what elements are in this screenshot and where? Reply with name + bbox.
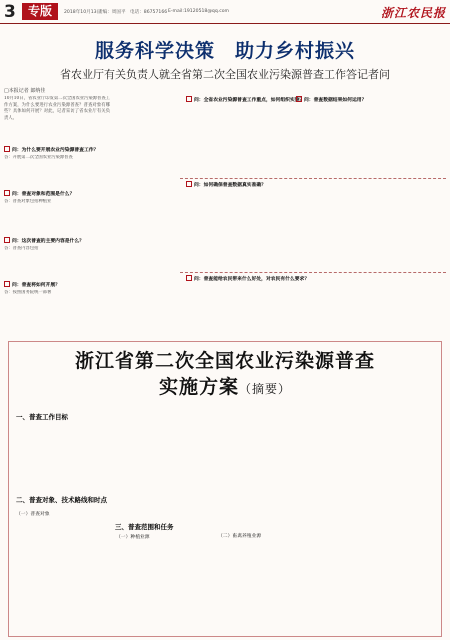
question-marker-icon xyxy=(186,96,192,102)
question-marker-icon xyxy=(186,275,192,281)
byline: □本报记者 郎纳佳 xyxy=(4,88,46,94)
section-1-heading: 一、普查工作目标 xyxy=(16,413,68,421)
question-marker-icon xyxy=(186,181,192,187)
question-4: 问：普查将如何开展？ xyxy=(4,281,60,289)
question-marker-icon xyxy=(296,96,302,102)
section-3-heading: 三、普查范围和任务 xyxy=(115,523,174,531)
headline: 服务科学决策 助力乡村振兴 xyxy=(94,40,355,62)
answer-4: 答：按照国务院统一部署 xyxy=(4,290,52,295)
answer-3: 答：普查内容包括 xyxy=(4,246,39,251)
issue-date: 2018年10月13日 xyxy=(64,10,102,15)
answer-1: 答：开展第二次全国农业污染源普查 xyxy=(4,155,73,160)
intro-paragraph: 10月10日，省农业厅印发第二次全国农业污染源普查工作方案，为什么要进行农业污染源普查？普查对象有哪些？具体如何开展？对此，记者采访了省农业厅有关负责人。 xyxy=(4,96,110,122)
section-divider xyxy=(180,272,446,273)
question-marker-icon xyxy=(4,146,10,152)
column-badge: 专版 xyxy=(22,3,58,20)
question-marker-icon xyxy=(4,237,10,243)
email: E-mail:19120518@qq.com xyxy=(168,9,230,14)
section-divider xyxy=(180,178,446,179)
question-2: 问：普查对象和范围是什么？ xyxy=(4,190,74,198)
question-1: 问：为什么要开展农业污染源普查工作？ xyxy=(4,146,98,154)
answer-2: 答：普查对象包括种植业 xyxy=(4,199,52,204)
section-2-heading: 二、普查对象、技术路线和时点 xyxy=(16,496,107,504)
phone: 电话：86757166 xyxy=(130,10,168,15)
question-marker-icon xyxy=(4,281,10,287)
newspaper-logo: 浙江农民报 xyxy=(380,6,446,20)
masthead xyxy=(0,0,450,24)
question-5: 问：全省农业污染源普查工作重点，如何组织实施？ xyxy=(186,96,304,104)
question-8: 问：普查能给农民带来什么好处，对农民有什么要求？ xyxy=(186,275,309,283)
plan-title: 浙江省第二次全国农业污染源普查 实施方案（摘要） xyxy=(74,350,375,398)
question-marker-icon xyxy=(4,190,10,196)
editor: 责编：周国平 xyxy=(98,10,126,15)
question-3: 问：这次普查的主要内容是什么？ xyxy=(4,237,84,245)
subsection-object: （一）普查对象 xyxy=(16,512,50,517)
subsection-crops: （一）种植业源 xyxy=(116,535,150,540)
subheadline: 省农业厅有关负责人就全省第二次全国农业污染源普查工作答记者问 xyxy=(60,68,390,81)
subsection-livestock: （二）畜禽养殖业源 xyxy=(218,534,262,539)
question-6: 问：如何确保普查数据真实准确？ xyxy=(186,181,266,189)
question-7: 问：普查数据结果如何运用？ xyxy=(296,96,366,104)
page-number: 3 xyxy=(4,2,16,22)
